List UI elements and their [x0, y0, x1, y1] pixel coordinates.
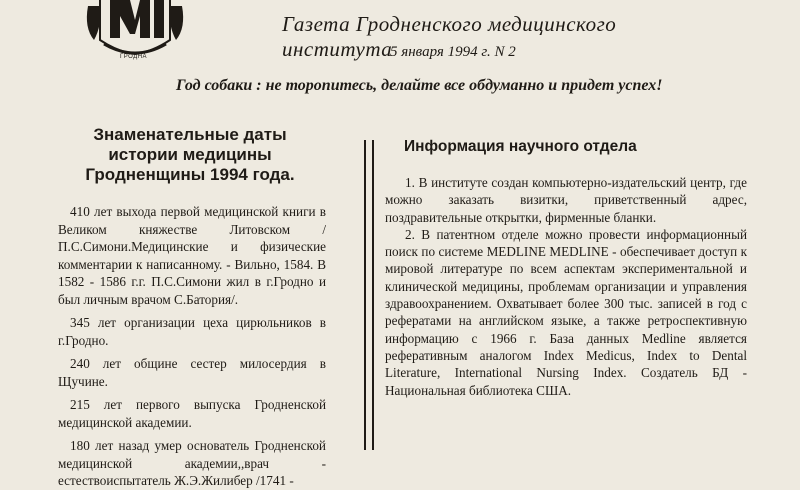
article-paragraph: 345 лет организации цеха цирюльников в г.Гродно.: [58, 315, 326, 348]
left-heading-line: истории медицины: [108, 145, 272, 164]
left-article-body: [58, 203, 326, 490]
article-paragraph: 180 лет назад умер основатель Гродненской медицинской академии,,врач - естествоиспытатель Ж.Э.Жилибер /1741 -: [58, 438, 326, 488]
motto: Год собаки : не торопитесь, делайте все обдуманно и придет успех!: [176, 77, 663, 94]
left-heading-line: Гродненщины 1994 года.: [85, 165, 295, 184]
left-article-heading: [40, 125, 340, 185]
logo-caption: ГРОДНА: [120, 54, 148, 60]
newspaper-title: Газета Гродненского медицинского института: [282, 12, 617, 61]
issue-date: 5 января 1994 г. N 2: [390, 44, 516, 60]
left-heading-line: Знаменательные даты: [93, 125, 287, 144]
article-paragraph: 1. В институте создан компьютерно-издательский центр, где можно заказать визитки, приветственный адрес, поздравительные открытки, фирменные бланки.: [385, 175, 747, 225]
column-divider: [364, 140, 374, 450]
article-paragraph: 240 лет общине сестер милосердия в Щучине.: [58, 356, 326, 389]
article-paragraph: 410 лет выхода первой медицинской книги в Великом княжестве Литовском /П.С.Симони.Медицинские и физические комментарии к написанному. - Вильно, 1584. В 1582 - 1586 г.г. П.С.Симони жил в г.Гродно и был личным врачом С.Батория/.: [58, 204, 326, 307]
article-paragraph: 215 лет первого выпуска Гродненской медицинской академии.: [58, 397, 326, 430]
right-article-body: [385, 174, 747, 399]
article-paragraph: 2. В патентном отделе можно провести информационный поиск по системе MEDLINE MEDLINE - обеспечивает доступ к мировой литературе по всем аспектам экспериментальной и клинической медицины, проблемам организации и управления здравоохранением. Охватывает более 300 тыс. записей в год с рефератами на английском языке, а также ретроспективную информацию с 1966 г. База данных Medline является реферативным аналогом Index Medicus, Index to Dental Literature, International Nursing Index. Создатель БД - Национальная библиотека США.: [385, 226, 747, 398]
right-article-heading: Информация научного отдела: [404, 138, 637, 155]
